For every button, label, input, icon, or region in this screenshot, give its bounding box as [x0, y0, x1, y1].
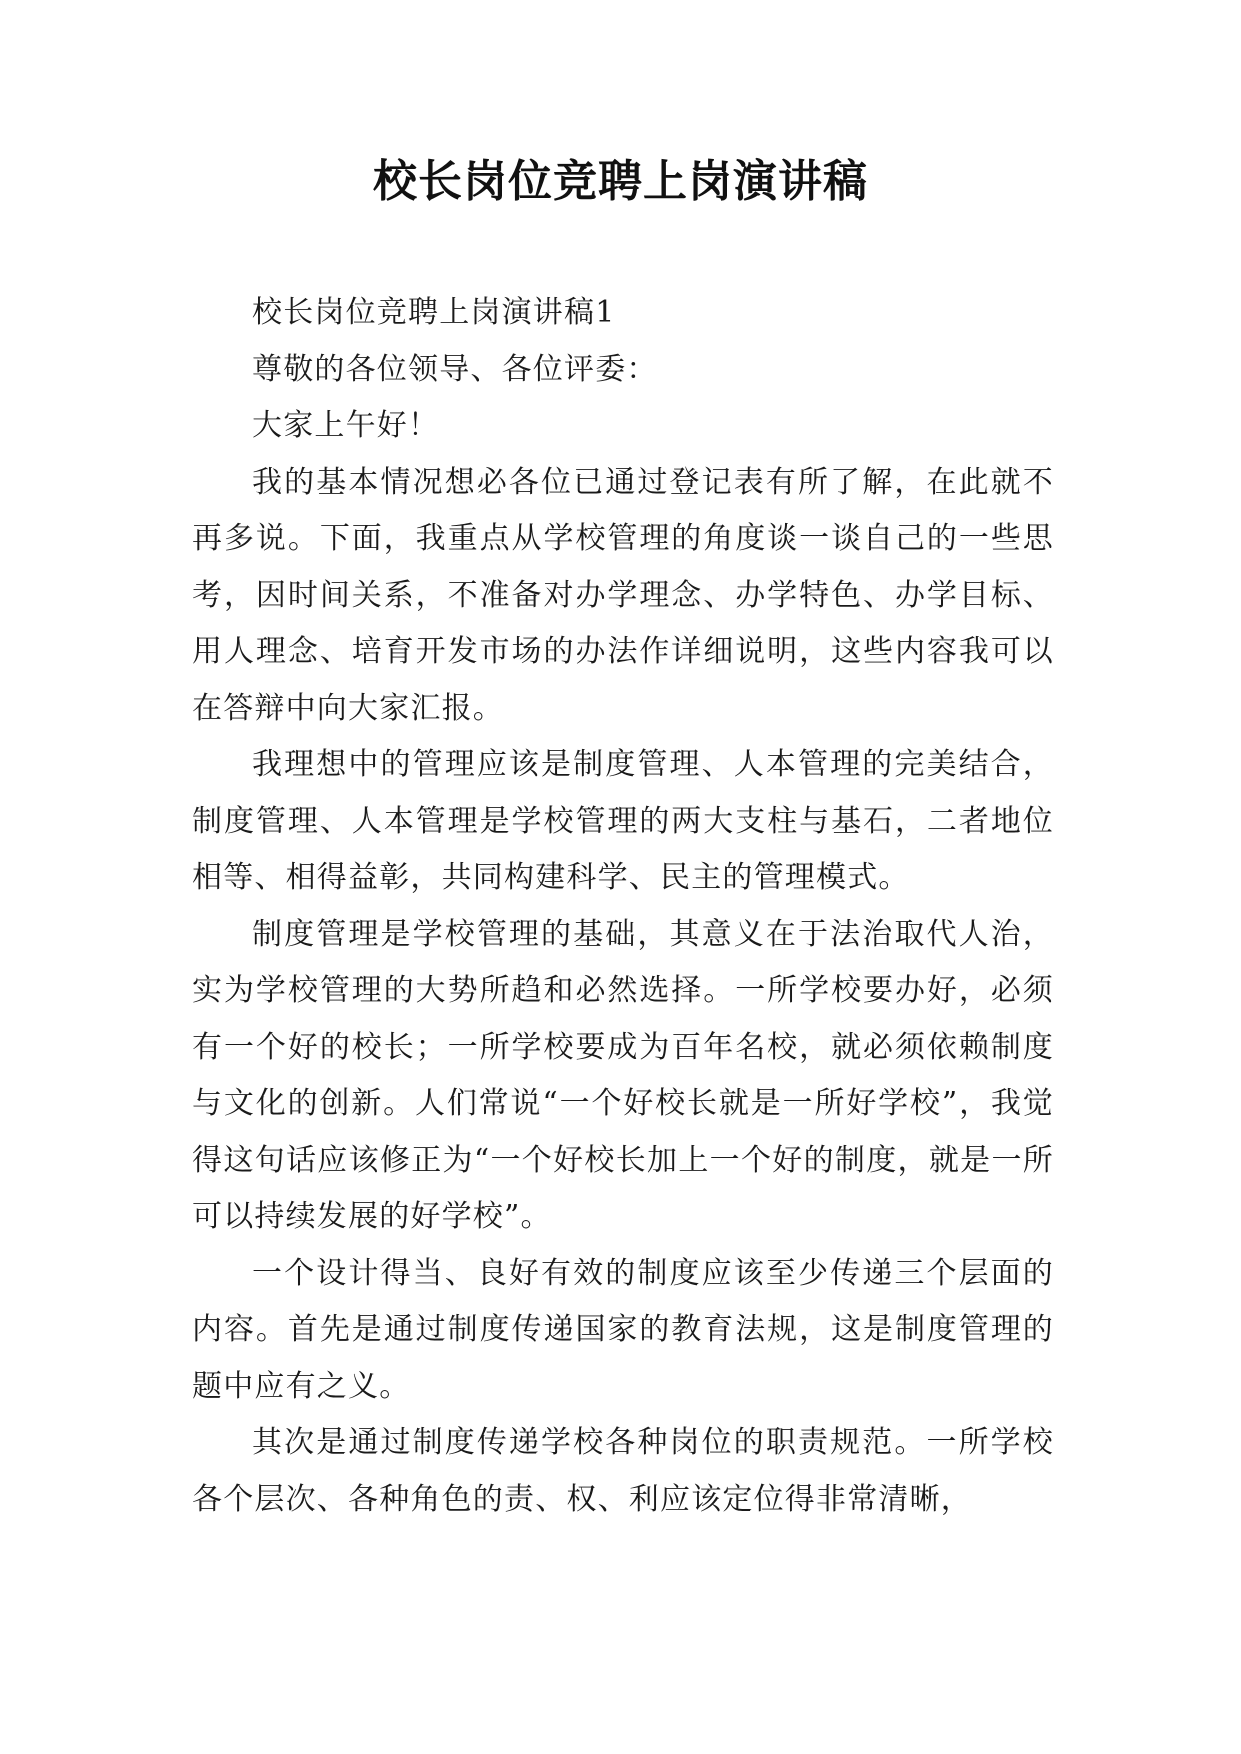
- body-paragraph: 我的基本情况想必各位已通过登记表有所了解，在此就不再多说。下面，我重点从学校管理的角度谈一谈自己的一些思考，因时间关系，不准备对办学理念、办学特色、办学目标、用人理念、培育开发市场的办法作详细说明，这些内容我可以在答辩中向大家汇报。: [192, 464, 1054, 726]
- body-paragraph: 一个设计得当、良好有效的制度应该至少传递三个层面的内容。首先是通过制度传递国家的教育法规，这是制度管理的题中应有之义。: [192, 1255, 1054, 1404]
- body-paragraph: 其次是通过制度传递学校各种岗位的职责规范。一所学校各个层次、各种角色的责、权、利应该定位得非常清晰，: [192, 1425, 1054, 1517]
- salutation-paragraph: 尊敬的各位领导、各位评委：: [252, 351, 658, 387]
- body-paragraph: 我理想中的管理应该是制度管理、人本管理的完美结合，制度管理、人本管理是学校管理的两大支柱与基石，二者地位相等、相得益彰，共同构建科学、民主的管理模式。: [192, 747, 1054, 895]
- body-paragraph: 制度管理是学校管理的基础，其意义在于法治取代人治，实为学校管理的大势所趋和必然选择。一所学校要办好，必须有一个好的校长；一所学校要成为百年名校，就必须依赖制度与文化的创新。人们常说“一个好校长就是一所好学校”，我觉得这句话应该修正为“一个好校长加上一个好的制度，就是一所可以持续发展的好学校”。: [192, 916, 1054, 1234]
- document-body: [192, 285, 1054, 1528]
- subtitle-paragraph: 校长岗位竞聘上岗演讲稿1: [252, 295, 616, 330]
- greeting-paragraph: 大家上午好！: [252, 408, 440, 443]
- document-title: 校长岗位竞聘上岗演讲稿: [373, 156, 868, 207]
